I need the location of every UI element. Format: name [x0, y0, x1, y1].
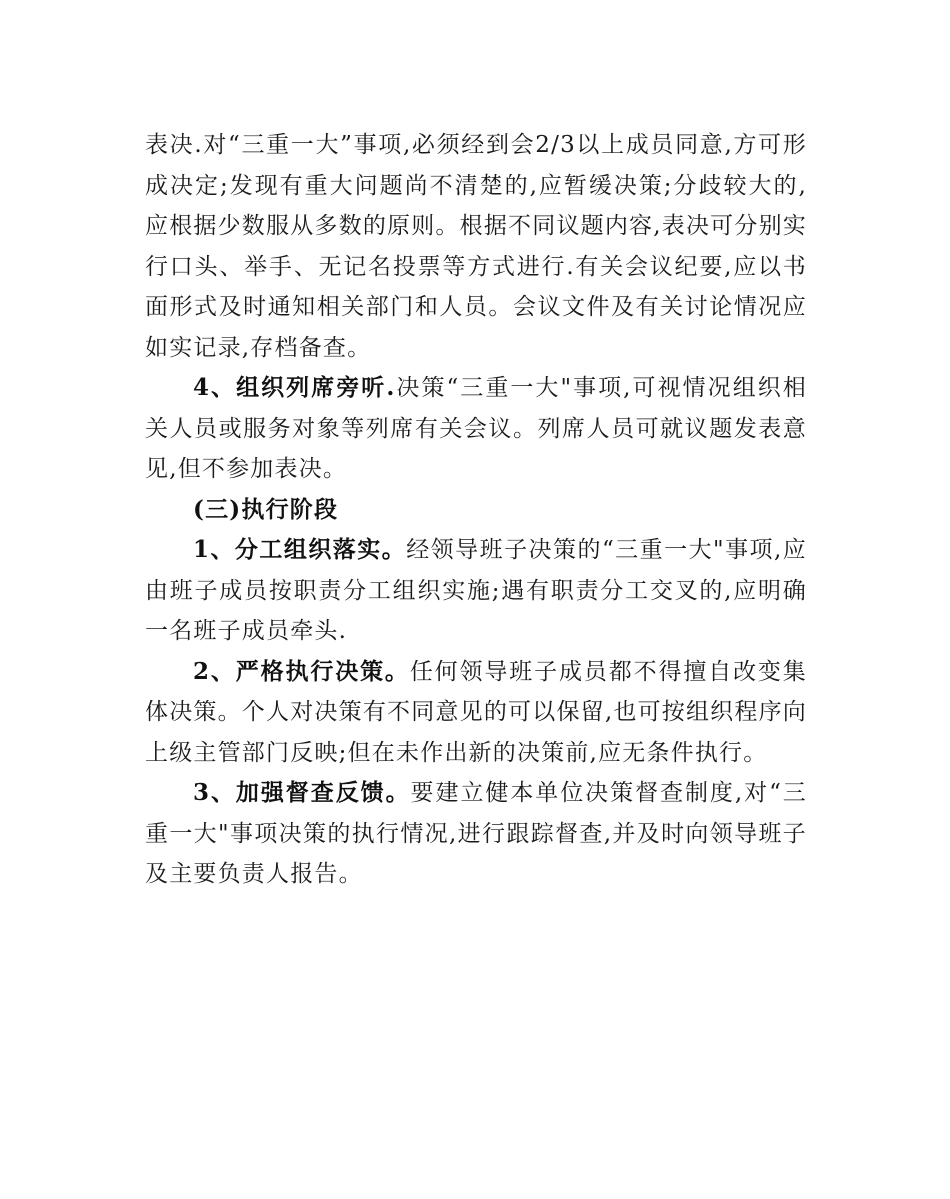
paragraph-strict-execution — [145, 652, 807, 774]
section-heading: (三)执行阶段 — [193, 495, 339, 523]
paragraph-voting — [145, 125, 807, 368]
paragraph-lead: 2、严格执行决策。 — [193, 657, 410, 685]
paragraph-lead: 1、分工组织落实。 — [193, 536, 407, 563]
paragraph-implementation — [145, 530, 807, 652]
paragraph-text: 表决.对“三重一大”事项,必须经到会2/3以上成员同意,方可形成决定;发现有重大问题尚不清楚的,应暂缓决策;分歧较大的,应根据少数服从多数的原则。根据不同议题内容,表决可分别实行口头、举手、无记名投票等方式进行.有关会议纪要,应以书面形式及时通知相关部门和人员。会议文件及有关讨论情况应如实记录,存档备查。 — [145, 132, 807, 361]
section-heading-execution — [145, 490, 807, 531]
paragraph-text: 经领导班子决策的“三重一大"事项,应由班子成员按职责分工组织实施;遇有职责分工交叉的,应明确一名班子成员牵头. — [145, 537, 808, 644]
paragraph-lead: 3、加强督查反馈。 — [193, 779, 411, 806]
paragraph-text: 要建立健本单位决策督查制度,对“三重一大"事项决策的执行情况,进行跟踪督查,并及时向领导班子及主要负责人报告。 — [145, 780, 807, 887]
paragraph-text: 任何领导班子成员都不得擅自改变集体决策。个人对决策有不同意见的可以保留,也可按组织程序向上级主管部门反映;但在未作出新的决策前,应无条件执行。 — [145, 658, 808, 766]
paragraph-lead: 4、组织列席旁听. — [193, 374, 396, 401]
paragraph-text: 决策“三重一大"事项,可视情况组织相关人员或服务对象等列席有关会议。列席人员可就议题发表意见,但不参加表决。 — [145, 375, 807, 482]
paragraph-attendance — [145, 368, 807, 490]
paragraph-supervision — [145, 773, 807, 895]
document-body — [145, 125, 807, 895]
